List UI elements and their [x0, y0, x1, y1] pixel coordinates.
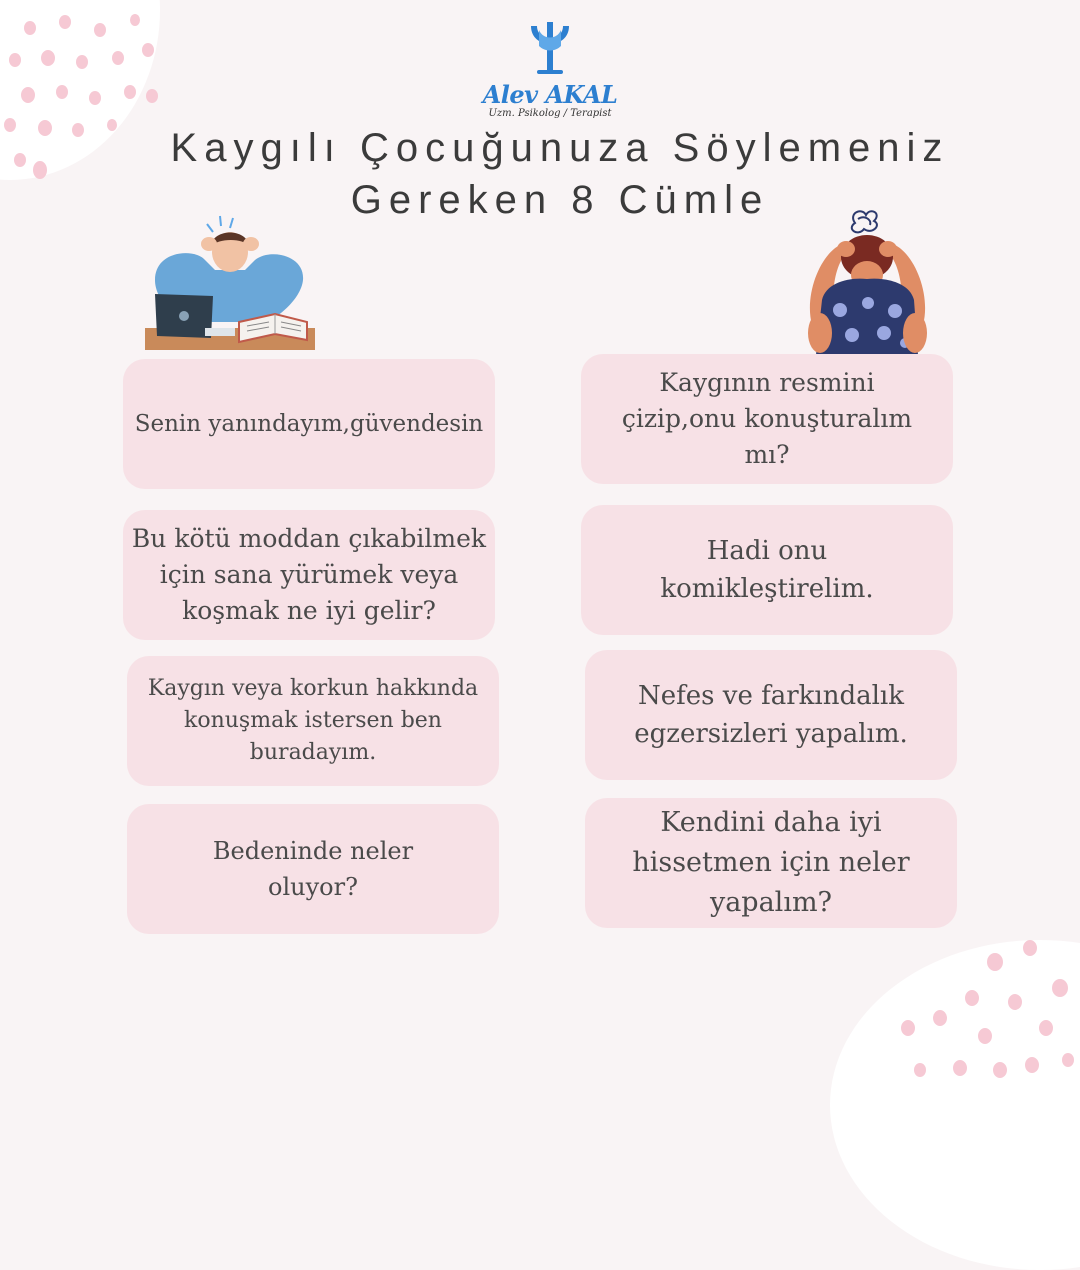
phrase-card-7-text: Bedeninde neler oluyor?: [212, 837, 414, 901]
phrase-card-3: [123, 510, 495, 640]
phrase-card-5: [127, 656, 499, 786]
phrase-card-1-text: Senin yanındayım,güvendesin: [134, 411, 484, 437]
page-title-line-2: Gereken 8 Cümle: [350, 178, 770, 222]
phrase-card-8-text: Kendini daha iyi hissetmen için neler yapalım?: [632, 807, 910, 918]
phrase-card-3-text: Bu kötü moddan çıkabilmek için sana yürümek veya koşmak ne iyi gelir?: [131, 524, 487, 625]
brand-subtitle: Uzm. Psikolog / Terapist: [488, 108, 612, 119]
phrase-card-2: [581, 354, 953, 484]
phrase-card-1: [123, 359, 495, 489]
phrase-card-8: [585, 798, 957, 928]
brand-logo: [470, 18, 630, 119]
page-title-line-1: Kaygılı Çocuğunuza Söylemeniz: [170, 126, 950, 170]
decor-dots-bottom-right: [860, 920, 1080, 1080]
brand-name: Alev AKAL: [482, 80, 618, 109]
psi-symbol-icon: [525, 20, 575, 78]
phrase-card-6: [585, 650, 957, 780]
phrase-card-6-text: Nefes ve farkındalık egzersizleri yapalım.: [634, 681, 908, 749]
phrase-card-4: [581, 505, 953, 635]
phrase-card-4-text: Hadi onu komikleştirelim.: [660, 536, 874, 604]
anxious-woman-illustration: [800, 205, 935, 360]
stressed-student-illustration: [135, 210, 325, 355]
phrase-card-7: [127, 804, 499, 934]
phrase-card-2-text: Kaygının resmini çizip,onu konuşturalım mı?: [621, 368, 913, 469]
phrase-card-5-text: Kaygın veya korkun hakkında konuşmak istersen ben buradayım.: [147, 676, 479, 765]
